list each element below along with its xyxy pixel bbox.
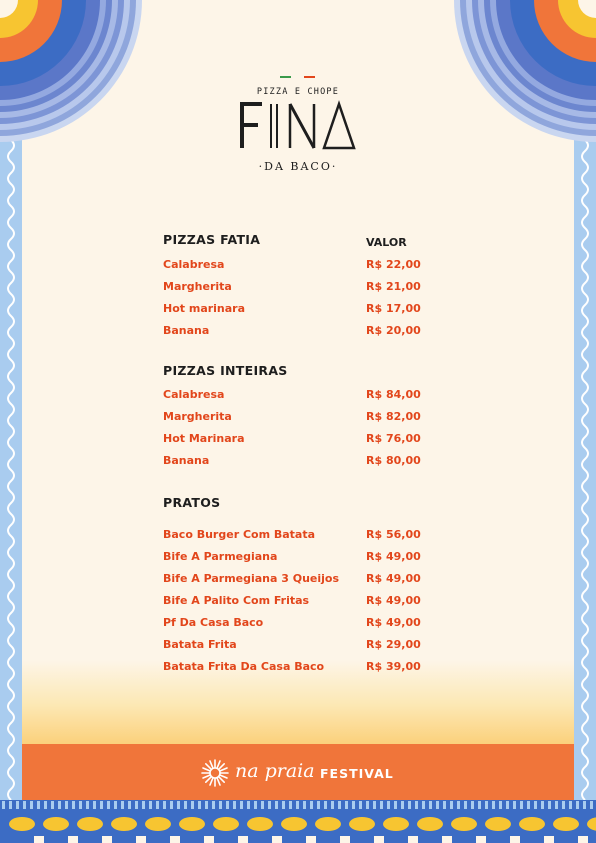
section-heading: PIZZAS FATIA <box>163 232 261 247</box>
menu-item-price: R$ 29,00 <box>366 638 421 651</box>
menu-item-row <box>163 660 463 680</box>
festival-footer <box>22 744 574 800</box>
logo-subtitle: ·DA BACO· <box>258 160 338 173</box>
section-heading: PRATOS <box>163 495 221 510</box>
menu-item-name: Calabresa <box>163 388 225 401</box>
menu-item-row <box>163 528 463 548</box>
menu-item-price: R$ 49,00 <box>366 550 421 563</box>
menu-item-row <box>163 454 463 474</box>
menu-item-name: Bife A Parmegiana 3 Queijos <box>163 572 340 585</box>
menu-item-price: R$ 76,00 <box>366 432 421 445</box>
menu-item-price: R$ 20,00 <box>366 324 421 337</box>
menu-item-name: Batata Frita Da Casa Baco <box>163 660 325 673</box>
menu-item-price: R$ 49,00 <box>366 572 421 585</box>
menu-item-name: Batata Frita <box>163 638 237 651</box>
menu-item-row <box>163 324 463 344</box>
menu-item-name: Margherita <box>163 280 232 293</box>
menu-item-row <box>163 258 463 278</box>
menu-item-price: R$ 17,00 <box>366 302 421 315</box>
italian-flag-mark <box>276 76 320 79</box>
menu-item-price: R$ 84,00 <box>366 388 421 401</box>
menu-item-name: Banana <box>163 454 210 467</box>
menu-item-row <box>163 432 463 452</box>
menu-item-row <box>163 280 463 300</box>
menu-item-price: R$ 56,00 <box>366 528 421 541</box>
menu-item-name: Pf Da Casa Baco <box>163 616 264 629</box>
menu-item-name: Hot Marinara <box>163 432 245 445</box>
menu-item-price: R$ 82,00 <box>366 410 421 423</box>
menu-item-price: R$ 80,00 <box>366 454 421 467</box>
menu-item-row <box>163 616 463 636</box>
menu-item-price: R$ 21,00 <box>366 280 421 293</box>
menu-item-row <box>163 410 463 430</box>
sun-icon <box>200 758 230 788</box>
menu-item-name: Bife A Palito Com Fritas <box>163 594 310 607</box>
top-right-arches <box>451 0 596 149</box>
menu-item-row <box>163 638 463 658</box>
section-heading: PIZZAS INTEIRAS <box>163 363 288 378</box>
menu-item-row <box>163 302 463 322</box>
top-left-arches <box>0 0 145 149</box>
price-column-heading: VALOR <box>366 236 407 249</box>
menu-item-row <box>163 572 463 592</box>
bottom-pattern-strip <box>0 800 596 843</box>
restaurant-logo <box>230 72 366 182</box>
menu-item-price: R$ 49,00 <box>366 616 421 629</box>
menu-item-name: Banana <box>163 324 210 337</box>
menu-item-name: Calabresa <box>163 258 225 271</box>
menu-item-price: R$ 22,00 <box>366 258 421 271</box>
menu-item-name: Bife A Parmegiana <box>163 550 278 563</box>
menu-item-row <box>163 388 463 408</box>
menu-item-name: Hot marinara <box>163 302 246 315</box>
menu-item-price: R$ 39,00 <box>366 660 421 673</box>
menu-item-name: Margherita <box>163 410 232 423</box>
menu-item-row <box>163 594 463 614</box>
menu-item-price: R$ 49,00 <box>366 594 421 607</box>
festival-name-word: FESTIVAL <box>320 766 394 781</box>
menu-item-row <box>163 550 463 570</box>
menu-item-name: Baco Burger Com Batata <box>163 528 316 541</box>
festival-name-script: na praia <box>235 760 315 782</box>
logo-tagline: PIZZA E CHOPE <box>256 87 340 97</box>
logo-wordmark <box>238 100 358 152</box>
